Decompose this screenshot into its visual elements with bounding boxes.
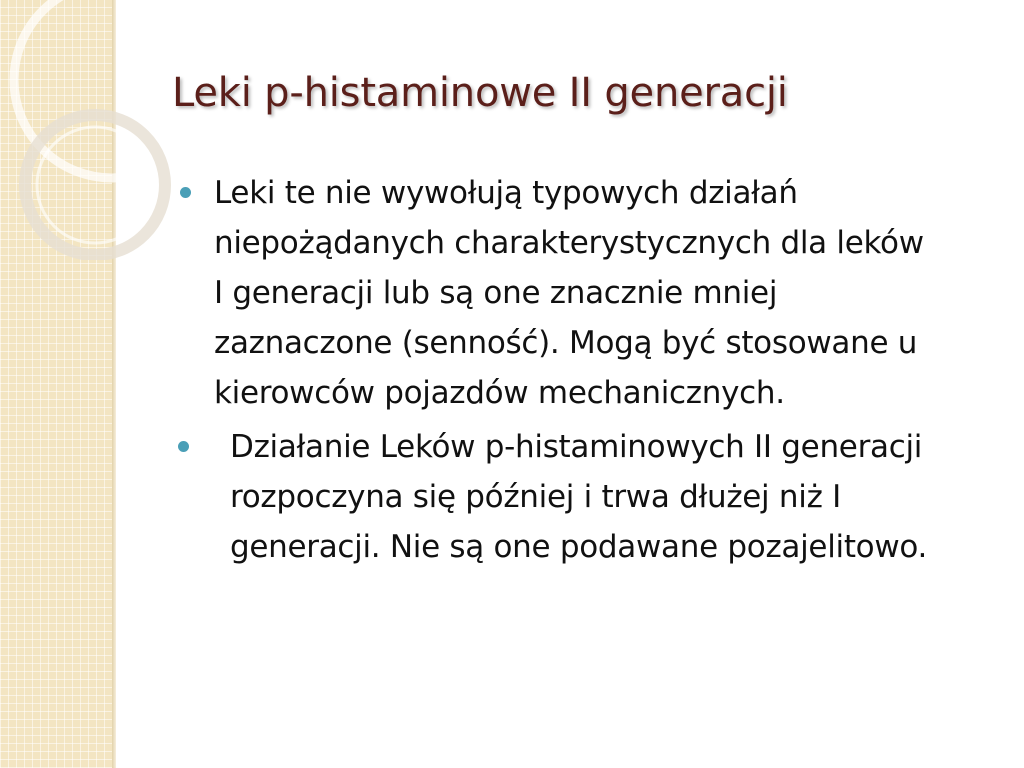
bullet-list <box>172 168 972 572</box>
bullet-marker-icon <box>178 441 189 452</box>
decorative-ring-small <box>25 115 165 255</box>
slide-title: Leki p-histaminowe II generacji <box>172 70 788 116</box>
bullet-text: Działanie Leków p-histaminowych II generacji rozpoczyna się później i trwa dłużej niż I generacji. Nie są one podawane pozajelitowo. <box>230 429 928 565</box>
bullet-marker-icon <box>180 187 191 198</box>
decorative-rings <box>0 0 200 260</box>
bullet-item <box>172 422 958 572</box>
bullet-text: Leki te nie wywołują typowych działań niepożądanych charakterystycznych dla leków I generacji lub są one znacznie mniej zaznaczone (senność). Mogą być stosowane u kierowców pojazdów mechanicznych. <box>214 175 924 411</box>
bullet-item <box>172 168 934 418</box>
decorative-ring-inner <box>37 127 153 243</box>
